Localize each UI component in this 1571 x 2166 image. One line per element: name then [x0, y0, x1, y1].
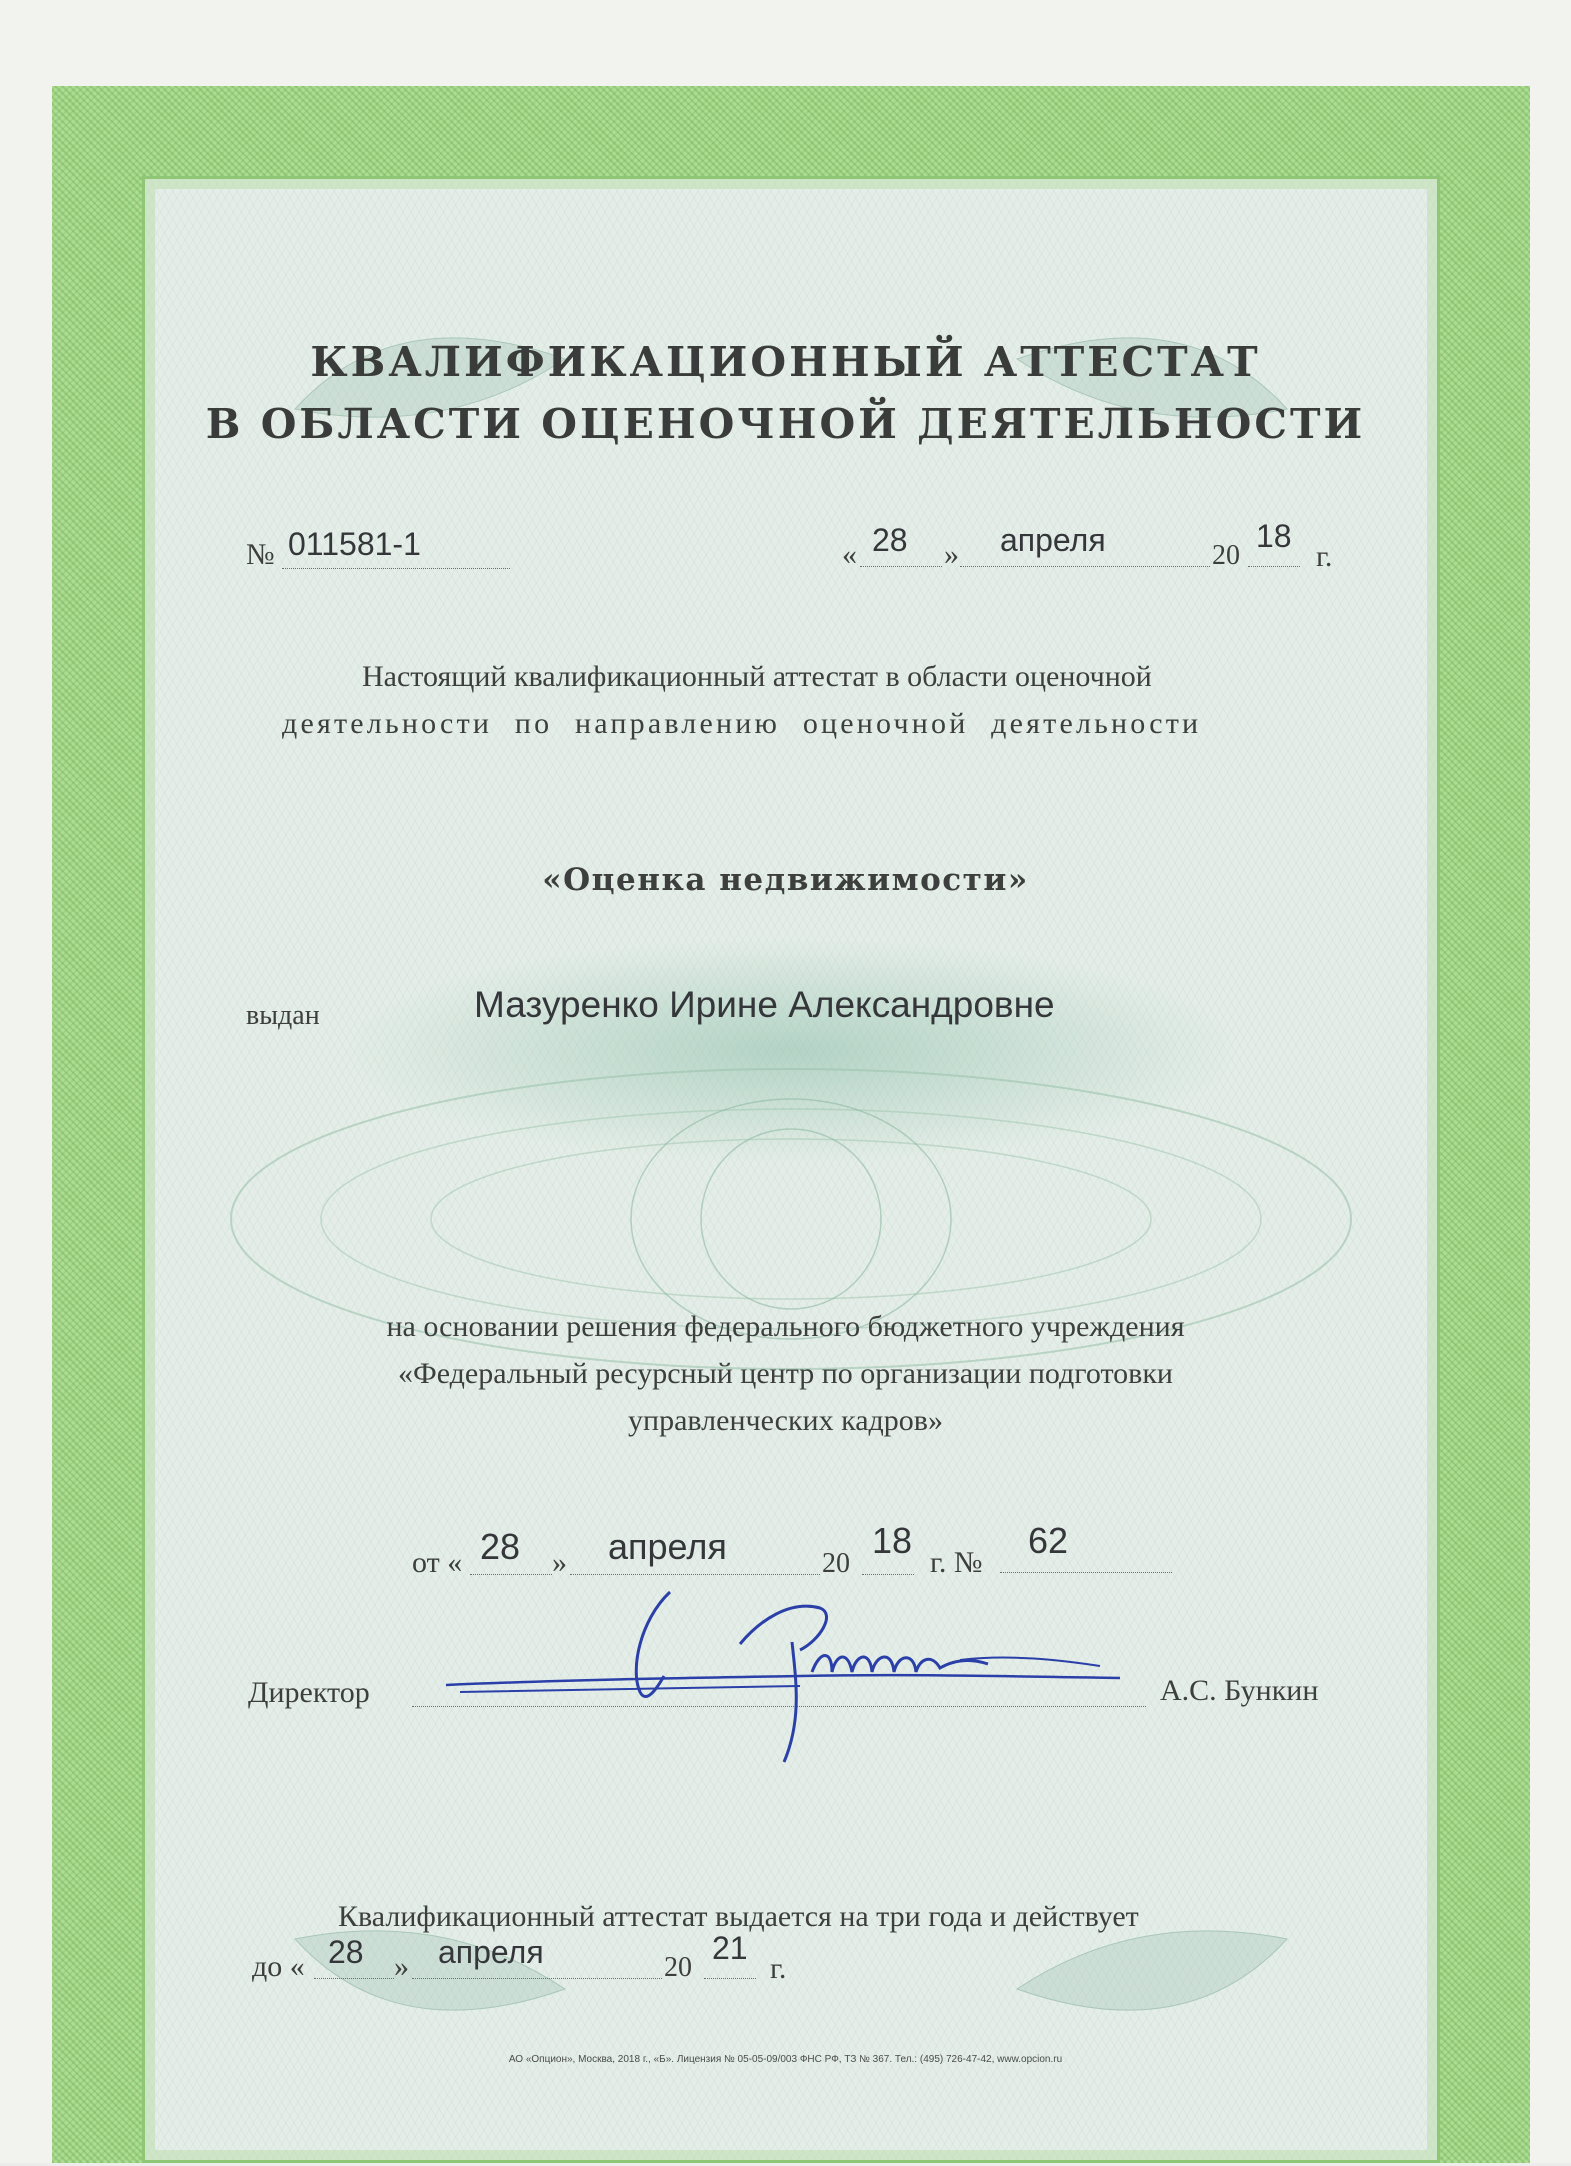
basis-line-2: «Федеральный ресурсный центр по организации подготовки	[398, 1357, 1173, 1390]
decision-year: 18	[872, 1520, 913, 1561]
intro-line-1: Настоящий квалификационный аттестат в области оценочной	[362, 660, 1152, 693]
validity-month-underline	[412, 1978, 662, 1979]
validity-year-underline	[704, 1978, 756, 1979]
number-underline	[282, 568, 510, 569]
decision-century: 20	[822, 1548, 850, 1579]
issue-date-year-underline	[1248, 566, 1300, 567]
decision-year-underline	[862, 1574, 914, 1575]
issue-date-day-underline	[860, 566, 942, 567]
issue-date-month: апреля	[1000, 522, 1106, 558]
issue-date-day: 28	[872, 522, 908, 558]
certificate-field	[142, 176, 1440, 2163]
basis-line-3: управленческих кадров»	[628, 1404, 943, 1437]
issue-date-month-underline	[960, 566, 1210, 567]
validity-prefix: до «	[252, 1950, 305, 1983]
validity-day-underline	[314, 1978, 394, 1979]
guilloche-pattern	[145, 179, 1437, 2166]
direction-title: «Оценка недвижимости»	[542, 862, 1029, 898]
decision-day-underline	[470, 1574, 552, 1575]
validity-century: 20	[664, 1952, 692, 1983]
validity-month: апреля	[438, 1934, 544, 1970]
printer-imprint: АО «Опцион», Москва, 2018 г., «Б». Лицензия № 05-05-09/003 ФНС РФ, ТЗ № 367. Тел.: (495) 726-47-42, www.opcion.ru	[508, 2054, 1063, 2065]
number-label: №	[246, 538, 275, 571]
issue-date-suffix: г.	[1316, 540, 1333, 573]
issue-date-open-quote: «	[842, 538, 857, 571]
director-label: Директор	[248, 1676, 370, 1709]
intro-line-2: деятельности по направлению оценочной деятельности	[282, 707, 1202, 740]
decision-number-underline	[1000, 1572, 1172, 1573]
title-line-1: КВАЛИФИКАЦИОННЫЙ АТТЕСТАТ	[310, 338, 1261, 386]
title-line-2: В ОБЛАСТИ ОЦЕНОЧНОЙ ДЕЯТЕЛЬНОСТИ	[205, 400, 1366, 448]
decision-month: апреля	[608, 1526, 727, 1567]
decision-number: 62	[1028, 1520, 1069, 1561]
decision-number-label: г. №	[930, 1546, 983, 1579]
validity-close-quote: »	[394, 1950, 409, 1983]
certificate-number: 011581-1	[288, 526, 421, 562]
decision-day: 28	[480, 1526, 521, 1567]
validity-year: 21	[712, 1930, 748, 1966]
director-signature	[440, 1580, 1140, 1770]
decision-month-underline	[570, 1574, 820, 1575]
validity-suffix: г.	[770, 1952, 787, 1985]
director-name: А.С. Бункин	[1160, 1674, 1319, 1707]
issued-to-label: выдан	[246, 1000, 320, 1031]
issue-date-year: 18	[1256, 518, 1292, 554]
issue-date-century: 20	[1212, 540, 1240, 571]
issue-date-close-quote: »	[944, 538, 959, 571]
certificate-frame	[52, 86, 1530, 2163]
basis-line-1: на основании решения федерального бюджетного учреждения	[386, 1310, 1185, 1343]
decision-prefix: от «	[412, 1546, 463, 1579]
validity-day: 28	[328, 1934, 364, 1970]
decision-close-quote: »	[552, 1546, 567, 1579]
recipient-name: Мазуренко Ирине Александровне	[474, 984, 1055, 1025]
validity-line-1: Квалификационный аттестат выдается на три года и действует	[338, 1900, 1139, 1933]
